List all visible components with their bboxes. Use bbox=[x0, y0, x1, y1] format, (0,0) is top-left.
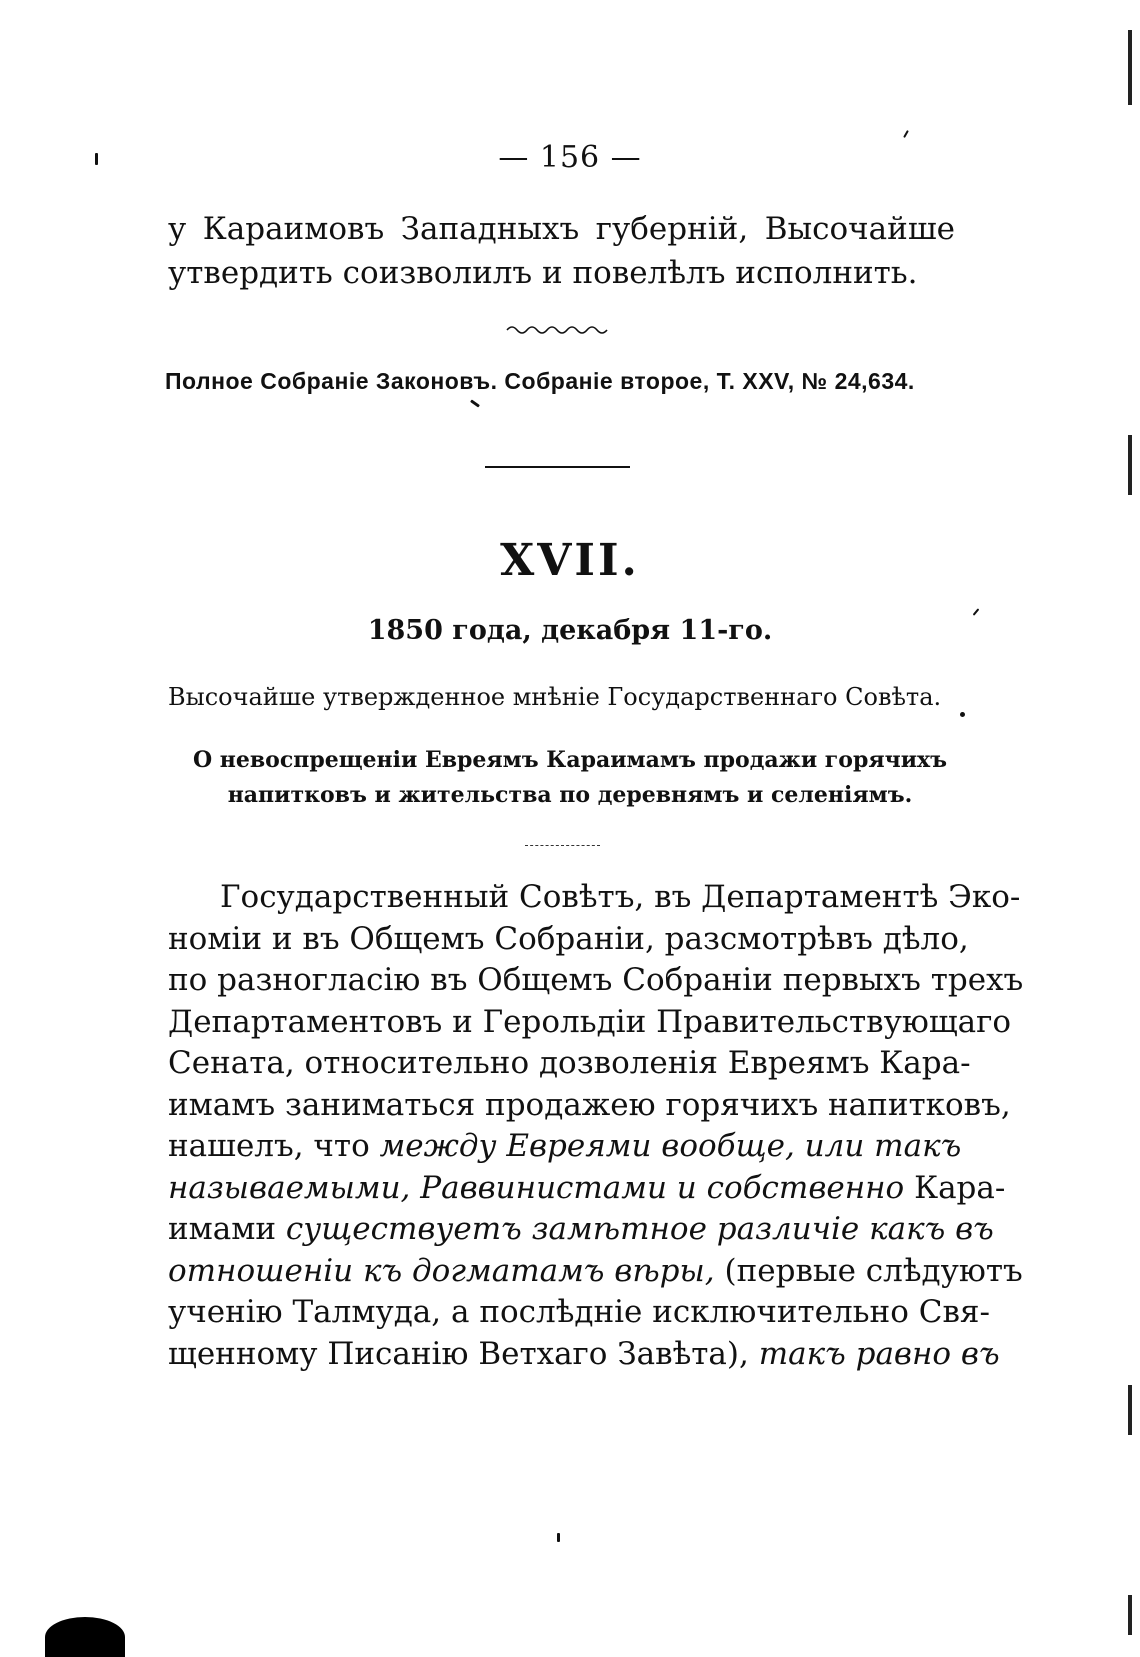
page-edge-mark bbox=[1128, 30, 1132, 105]
body-line: Государственный Совѣтъ, въ Департаментѣ Эко- bbox=[220, 879, 1021, 915]
body-line bbox=[168, 1209, 994, 1251]
source-citation: Полное Собраніе Законовъ. Собраніе второе, Т. XXV, № 24,634. bbox=[165, 368, 915, 394]
body-line bbox=[168, 1251, 1023, 1293]
section-number: XVII. bbox=[500, 535, 640, 586]
body-italic-run: называемыми, Раввинистами и собственно bbox=[168, 1169, 905, 1206]
page-edge-mark bbox=[1128, 435, 1132, 495]
opinion-heading: Высочайше утвержденное мнѣніе Государственнаго Совѣта. bbox=[168, 683, 942, 711]
subject-line: О невоспрещеніи Евреямъ Караимамъ продажи горячихъ bbox=[192, 747, 948, 773]
continuation-line: у Караимовъ Западныхъ губерній, Высочайше bbox=[168, 211, 955, 247]
page-edge-shadow bbox=[45, 1617, 125, 1657]
continuation-text bbox=[168, 207, 955, 295]
page-edge-mark bbox=[1128, 1385, 1132, 1435]
body-line: Департаментовъ и Герольдіи Правительствующаго bbox=[168, 1003, 1012, 1040]
body-line: номіи и въ Общемъ Собраніи, разсмотрѣвъ дѣло, bbox=[168, 920, 969, 957]
wavy-divider bbox=[505, 322, 615, 336]
page-edge-mark bbox=[1128, 1595, 1132, 1635]
body-italic-run: между Евреями вообще, или такъ bbox=[379, 1128, 962, 1164]
body-line: ученію Талмуда, а послѣдніе исключительно Свя- bbox=[168, 1294, 990, 1330]
body-text-run: нашелъ, что bbox=[168, 1128, 380, 1164]
body-line bbox=[168, 1334, 1000, 1376]
subject-divider bbox=[525, 845, 600, 846]
body-text-run: щенному Писанію Ветхаго Завѣта), bbox=[168, 1335, 759, 1372]
body-line bbox=[168, 1168, 1006, 1210]
continuation-line: утвердить соизволилъ и повелѣлъ исполнить. bbox=[168, 255, 918, 291]
print-speck bbox=[557, 1533, 560, 1542]
subject-line: напитковъ и жительства по деревнямъ и селеніямъ. bbox=[227, 782, 913, 808]
print-speck bbox=[903, 130, 909, 138]
body-text-run: Кара- bbox=[904, 1169, 1006, 1206]
body-line: по разногласію въ Общемъ Собраніи первыхъ трехъ bbox=[168, 962, 1024, 998]
subject-heading bbox=[160, 743, 980, 813]
section-divider bbox=[485, 466, 630, 468]
body-text bbox=[168, 877, 1024, 1375]
body-line: имамъ заниматься продажею горячихъ напитковъ, bbox=[168, 1086, 1011, 1123]
body-italic-run: такъ равно въ bbox=[758, 1335, 1000, 1372]
body-italic-run: отношеніи къ догматамъ вѣры, bbox=[168, 1252, 715, 1289]
page-number: — 156 — bbox=[498, 140, 642, 175]
body-text-run: (первые слѣдуютъ bbox=[714, 1252, 1023, 1289]
print-speck bbox=[95, 153, 98, 165]
print-speck bbox=[960, 712, 965, 717]
print-speck bbox=[470, 399, 480, 407]
body-line: Сената, относительно дозволенія Евреямъ Кара- bbox=[168, 1045, 971, 1081]
body-italic-run: существуетъ замѣтное различіе какъ въ bbox=[285, 1211, 994, 1247]
body-text-run: имами bbox=[168, 1211, 286, 1247]
body-line bbox=[168, 1126, 962, 1168]
document-date: 1850 года, декабря 11-го. bbox=[367, 615, 773, 646]
